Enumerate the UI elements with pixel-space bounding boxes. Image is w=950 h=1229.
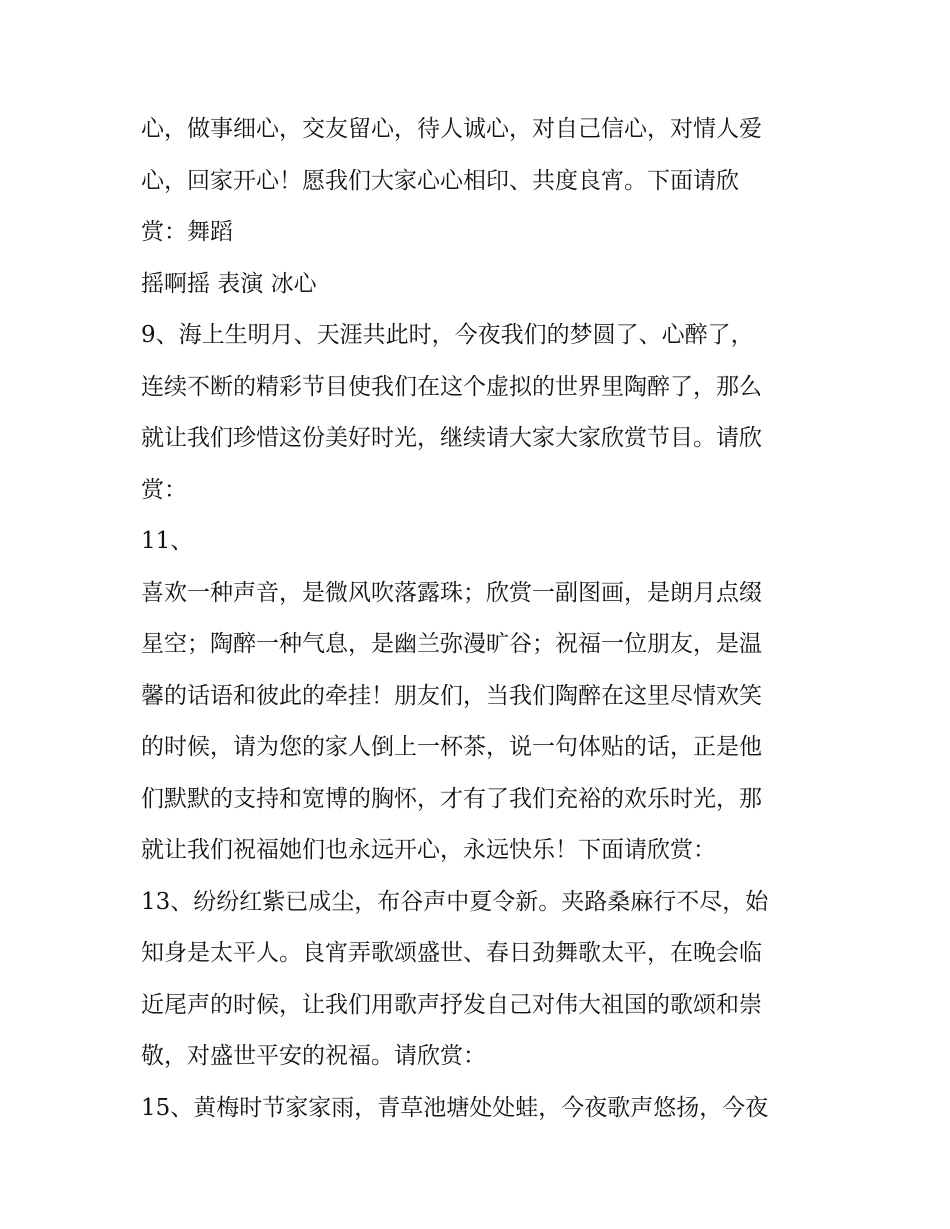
text-line: 的时候，请为您的家人倒上一杯茶，说一句体贴的话，正是他 xyxy=(141,734,762,760)
text-line: 摇啊摇 表演 冰心 xyxy=(141,270,317,297)
text-line: 喜欢一种声音，是微风吹落露珠；欣赏一副图画，是朗月点缀 xyxy=(141,579,762,606)
text-line: 近尾声的时候，让我们用歌声抒发自己对伟大祖国的歌颂和崇 xyxy=(141,991,762,1018)
text-line: 赏：舞蹈 xyxy=(141,219,233,245)
text-line: 13、纷纷红紫已成尘，布谷声中夏令新。夹路桑麻行不尽，始 xyxy=(141,888,769,915)
text-line: 15、黄梅时节家家雨，青草池塘处处蛙，今夜歌声悠扬，今夜 xyxy=(141,1094,769,1121)
text-line: 知身是太平人。良宵弄歌颂盛世、春日劲舞歌太平，在晚会临 xyxy=(141,940,762,966)
text-line: 连续不断的精彩节目使我们在这个虚拟的世界里陶醉了，那么 xyxy=(141,373,762,400)
text-line: 11、 xyxy=(141,528,194,554)
text-line: 就让我们祝福她们也永远开心，永远快乐！下面请欣赏： xyxy=(141,837,716,863)
text-line: 9、海上生明月、天涯共此时，今夜我们的梦圆了、心醉了， xyxy=(141,322,754,348)
text-line: 们默默的支持和宽博的胸怀，才有了我们充裕的欢乐时光，那 xyxy=(141,785,762,812)
text-line: 心，回家开心！愿我们大家心心相印、共度良宵。下面请欣 xyxy=(141,167,739,194)
text-line: 馨的话语和彼此的牵挂！朋友们，当我们陶醉在这里尽情欢笑 xyxy=(141,682,762,709)
text-line: 敬，对盛世平安的祝福。请欣赏： xyxy=(141,1043,486,1069)
text-line: 赏： xyxy=(141,476,187,503)
text-line: 星空；陶醉一种气息，是幽兰弥漫旷谷；祝福一位朋友，是温 xyxy=(141,631,762,657)
document-body xyxy=(141,104,821,1134)
text-line: 就让我们珍惜这份美好时光，继续请大家大家欣赏节目。请欣 xyxy=(141,425,762,451)
text-line: 心，做事细心，交友留心，待人诚心，对自己信心，对情人爱 xyxy=(141,116,762,142)
